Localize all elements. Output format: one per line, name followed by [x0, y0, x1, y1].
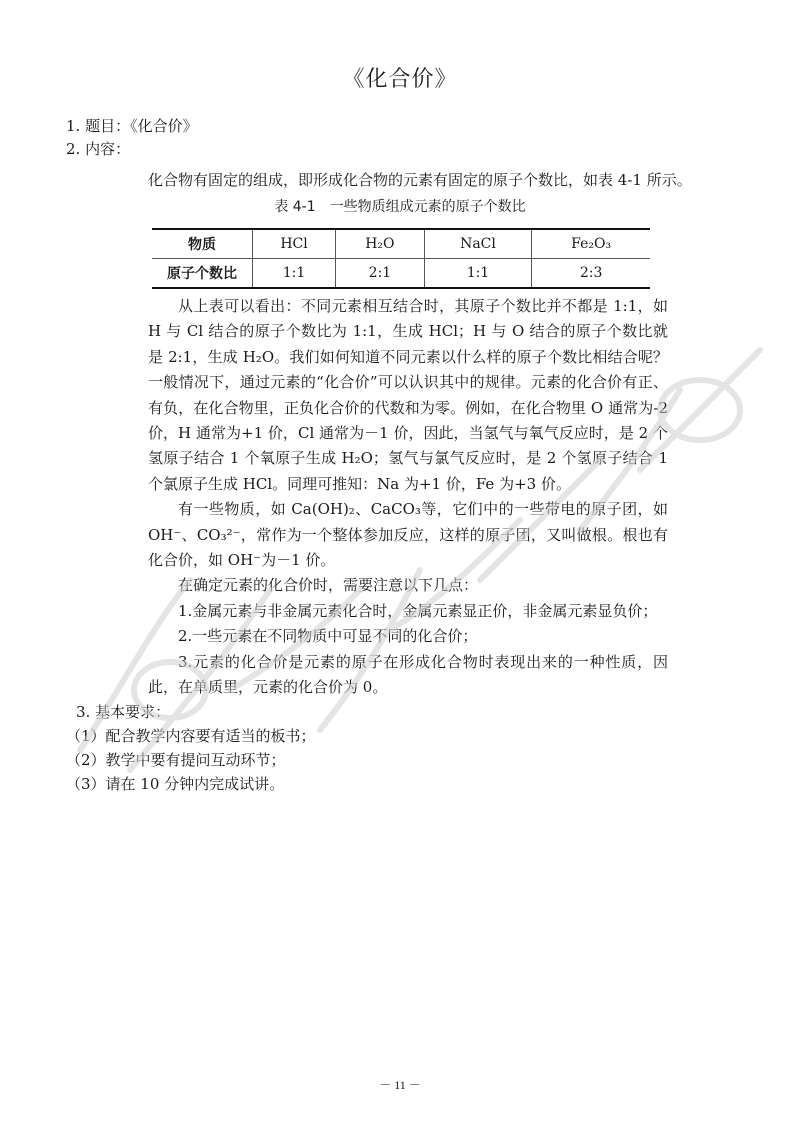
- topic-line: 1. 题目：《化合价》: [66, 117, 198, 135]
- table-cell: 1:1: [424, 259, 532, 289]
- requirement-item: （1）配合教学内容要有适当的板书；: [66, 727, 316, 745]
- intro-text: 化合物有固定的组成，即形成化合物的元素有固定的原子个数比，如表 4-1 所示。: [148, 171, 692, 189]
- paragraph-notes-intro: 在确定元素的化合价时，需要注意以下几点：: [178, 576, 479, 595]
- table-cell: 1:1: [253, 259, 336, 289]
- table-row: [152, 229, 650, 259]
- table-cell: 2:1: [336, 259, 425, 289]
- atom-ratio-table: [152, 228, 650, 289]
- document-title: 《化合价》: [342, 67, 458, 92]
- content-label: 2. 内容：: [66, 140, 131, 158]
- requirement-item: （3）请在 10 分钟内完成试讲。: [66, 775, 285, 793]
- paragraph-note-3: 3.元素的化合价是元素的原子在形成化合物时表现出来的一种性质，因此，在单质里，元素的化合价为 0。: [148, 652, 668, 697]
- table-cell: NaCl: [424, 229, 532, 259]
- paragraph-note-1: 1.金属元素与非金属元素化合时，金属元素显正价，非金属元素显负价；: [178, 601, 658, 620]
- table-caption: 表 4-1 一些物质组成元素的原子个数比: [274, 199, 526, 215]
- table-cell: 2:3: [532, 259, 650, 289]
- table-cell: 原子个数比: [152, 259, 253, 289]
- paragraph-radicals: 有一些物质，如 Ca(OH)₂、CaCO₃等，它们中的一些带电的原子团，如 OH⁻、CO₃²⁻，常作为一个整体参加反应，这样的原子团，又叫做根。根也有化合价，如 OH⁻为－1 价。: [148, 500, 668, 570]
- table-cell: Fe₂O₃: [532, 229, 650, 259]
- table-cell: HCl: [253, 229, 336, 259]
- paragraph-explanation: 从上表可以看出：不同元素相互结合时，其原子个数比并不都是 1:1，如 H 与 Cl 结合的原子个数比为 1:1，生成 HCl；H 与 O 结合的原子个数比就是 2:1，生成 H₂O。我们如何知道不同元素以什么样的原子个数比相结合呢？一般情况下，通过元素的“化合价”可以认识其中的规律。元素的化合价有正、有负，在化合物里，正负化合价的代数和为零。例如，在化合物里 O 通常为-2 价，H 通常为+1 价，Cl 通常为－1 价，因此，当氢气与氧气反应时，是 2 个氢原子结合 1 个氧原子生成 H₂O；氢气与氯气反应时，是 2 个氢原子结合 1 个氯原子生成 HCl。同理可推知：Na 为+1 价，Fe 为+3 价。: [148, 297, 668, 493]
- paragraph-note-2: 2.一些元素在不同物质中可显不同的化合价；: [178, 627, 478, 646]
- requirement-item: （2）教学中要有提问互动环节；: [66, 751, 286, 769]
- requirements-heading: 3. 基本要求：: [76, 703, 171, 721]
- table-cell: H₂O: [336, 229, 425, 259]
- table-cell: 物质: [188, 237, 216, 253]
- page-number: － 11 －: [379, 1078, 421, 1092]
- body-text: [148, 294, 668, 701]
- table-row: [152, 259, 650, 289]
